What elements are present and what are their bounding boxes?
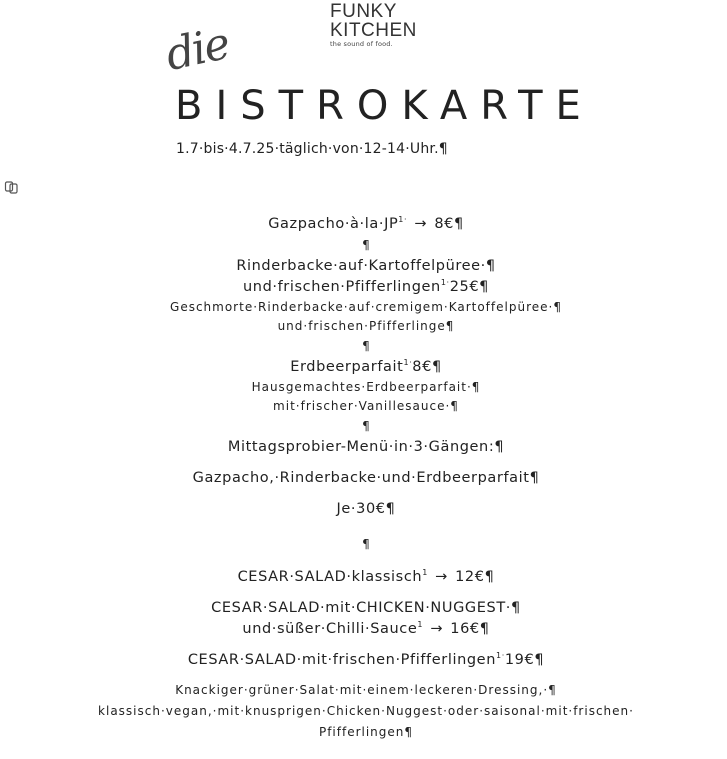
title-script: die xyxy=(161,18,233,81)
item-description: Geschmorte·Rinderbacke·auf·cremigem·Kartoffelpüree·¶ xyxy=(170,300,562,314)
menu-item-rinderbacke-line2 xyxy=(0,277,727,298)
menu-probier-title: Mittagsprobier-Menü·in·3·Gängen:¶ xyxy=(227,439,505,455)
item-price: 19€¶ xyxy=(504,652,545,668)
item-name: CESAR·SALAD·mit·frischen·Pfifferlingen xyxy=(187,652,496,668)
salad-description: Knackiger·grüner·Salat·mit·einem·leckeren·Dressing,·¶ xyxy=(175,683,557,697)
item-name: CESAR·SALAD·klassisch xyxy=(237,569,423,585)
salad-description: klassisch·vegan,·mit·knusprigen·Chicken·Nuggest·oder·saisonal·mit·frischen· xyxy=(98,704,634,718)
footnote-marker: 1· xyxy=(440,278,450,288)
item-description: Hausgemachtes·Erdbeerparfait·¶ xyxy=(251,380,481,394)
logo-line-1: FUNKY xyxy=(330,1,397,22)
pilcrow: ¶ xyxy=(362,238,370,252)
layout-anchor-icon xyxy=(4,180,19,194)
item-price: 12€¶ xyxy=(455,569,495,585)
arrow-icon: → xyxy=(430,621,444,637)
logo-tagline: the sound of food. xyxy=(330,40,393,48)
footnote-marker: 1· xyxy=(496,651,505,661)
logo-line-2: KITCHEN xyxy=(330,20,417,41)
item-name: Gazpacho·à·la·JP xyxy=(268,216,399,232)
item-description: mit·frischer·Vanillesauce·¶ xyxy=(273,399,459,413)
item-price: 8€¶ xyxy=(412,359,442,375)
arrow-icon: → xyxy=(414,216,428,232)
menu-item-rinderbacke: Rinderbacke·auf·Kartoffelpüree·¶ xyxy=(236,258,496,274)
menu-item-cesar-chicken-line2 xyxy=(0,619,727,640)
menu-item-cesar-chicken: CESAR·SALAD·mit·CHICKEN·NUGGEST·¶ xyxy=(211,600,521,616)
menu-item-gazpacho xyxy=(0,214,727,235)
item-name: und·frischen·Pfifferlingen xyxy=(242,279,441,295)
item-price: 25€¶ xyxy=(449,279,489,295)
footnote-marker: 1 xyxy=(422,568,428,578)
footnote-marker: 1· xyxy=(398,215,408,225)
pilcrow: ¶ xyxy=(362,339,370,353)
menu-probier-courses: Gazpacho,·Rinderbacke·und·Erdbeerparfait¶ xyxy=(192,470,540,486)
funky-kitchen-logo xyxy=(330,2,426,48)
item-price: 8€¶ xyxy=(434,216,464,232)
pilcrow: ¶ xyxy=(362,419,370,433)
footnote-marker: 1 xyxy=(417,620,424,630)
menu-probier-price: Je·30€¶ xyxy=(336,501,396,517)
date-info: 1.7·bis·4.7.25·täglich·von·12-14·Uhr.¶ xyxy=(176,141,448,157)
item-name: Erdbeerparfait xyxy=(290,359,404,375)
menu-item-cesar-pfifferlinge xyxy=(0,650,727,671)
item-name: und·süßer·Chilli·Sauce xyxy=(242,621,418,637)
salad-description: Pfifferlingen¶ xyxy=(318,725,414,739)
page-title: BISTROKARTE xyxy=(175,83,594,129)
arrow-icon: → xyxy=(435,569,448,585)
menu-item-erdbeerparfait xyxy=(0,357,727,378)
menu-item-cesar-klassisch xyxy=(0,567,727,588)
item-price: 16€¶ xyxy=(450,621,490,637)
item-description: und·frischen·Pfifferlinge¶ xyxy=(277,319,455,333)
menu xyxy=(0,214,727,743)
pilcrow: ¶ xyxy=(362,537,370,551)
footnote-marker: 1· xyxy=(403,358,413,368)
